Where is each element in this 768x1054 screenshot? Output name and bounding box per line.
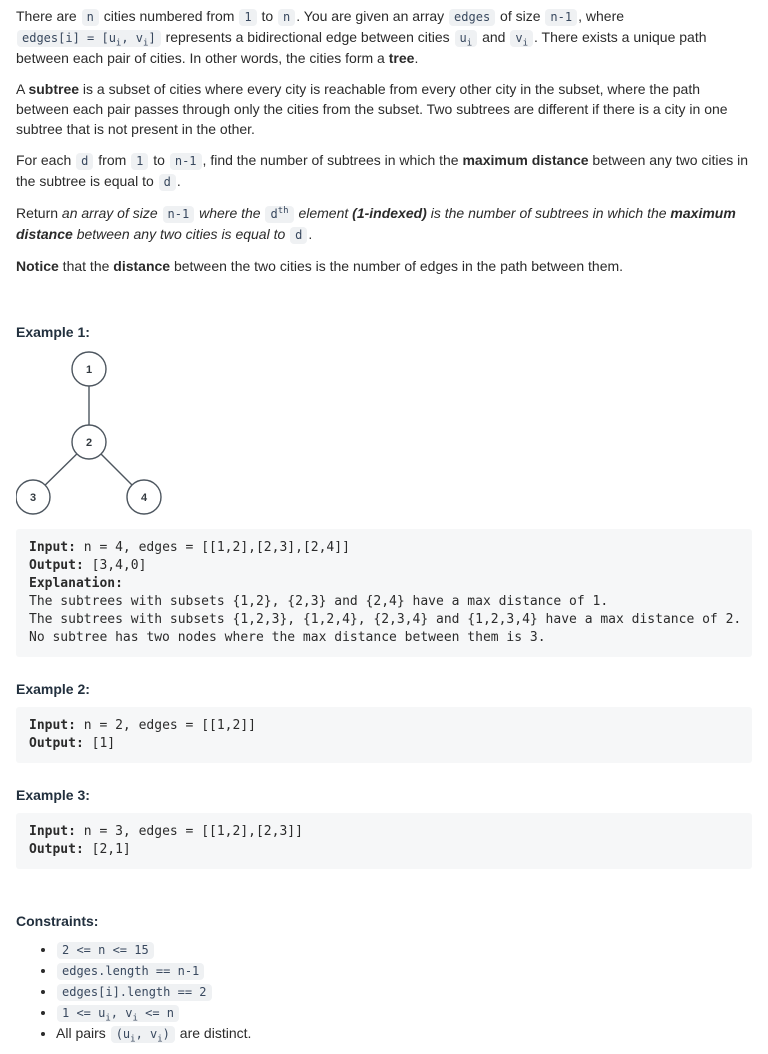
example-3-io-block — [16, 813, 752, 869]
inline-code: d — [290, 227, 307, 244]
inline-code: n-1 — [545, 9, 577, 26]
inline-code: 2 <= n <= 15 — [57, 942, 154, 959]
tree-node-label: 3 — [29, 492, 37, 504]
pre-line: Output: [2,1] — [29, 842, 131, 857]
constraints-list — [16, 939, 752, 1044]
inline-code: $v_i$ — [510, 30, 533, 47]
inline-code: n — [82, 9, 99, 26]
constraint-item — [56, 981, 752, 1002]
tree-svg — [16, 351, 166, 517]
pre-line: Output: [3,4,0] — [29, 558, 147, 573]
pre-line: The subtrees with subsets {1,2}, {2,3} and {2,4} have a max distance of 1. — [29, 594, 609, 609]
inline-code: n-1 — [163, 206, 195, 223]
example-2-io-block — [16, 707, 752, 763]
inline-code: d — [76, 153, 93, 170]
inline-code: 1 — [239, 9, 256, 26]
inline-code: edges[i] = [$u_i$, $v_i$] — [17, 30, 161, 47]
inline-code: edges — [449, 9, 495, 26]
example-1-io-block — [16, 529, 752, 657]
inline-code: n-1 — [170, 153, 202, 170]
pre-line: Input: n = 4, edges = [[1,2],[2,3],[2,4]] — [29, 540, 350, 555]
problem-paragraph: For each d from 1 to n-1 , find the number of subtrees in which the maximum distance between any two cities in the subtree is equal to d . — [16, 152, 749, 189]
pre-line: No subtree has two nodes where the max distance between them is 3. — [29, 630, 546, 645]
inline-code: 1 — [131, 153, 148, 170]
problem-paragraph: Notice that the distance between the two cities is the number of edges in the path between them. — [16, 258, 624, 274]
pre-line: Explanation: — [29, 576, 123, 591]
pre-line: Input: n = 2, edges = [[1,2]] — [29, 718, 256, 733]
example-1-tree-diagram — [16, 351, 752, 517]
constraint-item — [56, 960, 752, 981]
inline-code: $u_i$ — [455, 30, 478, 47]
tree-node-label: 4 — [140, 492, 148, 504]
constraint-item — [56, 1002, 752, 1023]
problem-paragraph: There are n cities numbered from 1 to n . You are given an array edges of size n-1 , where edges[i] = [$u_i$, $v_i$] represents a bidirectional edge between cities $u_i$ and $v_i$ . There exists a unique path between each pair of cities. In other words, the cities form a tree. — [16, 8, 707, 66]
inline-code: edges.length == n-1 — [57, 963, 204, 980]
inline-code: edges[i].length == 2 — [57, 984, 212, 1001]
inline-code: ($u_i$, $v_i$) — [111, 1026, 175, 1043]
example-1-heading: Example 1: — [16, 324, 90, 340]
problem-paragraph: Return an array of size n-1 where the $d^{th}$ element (1-indexed) is the number of subtrees in which the maximum distance between any two cities is equal to d . — [16, 205, 736, 242]
constraint-item — [56, 939, 752, 960]
inline-code: n — [278, 9, 295, 26]
inline-code: $d^{th}$ — [265, 206, 293, 223]
example-2-heading: Example 2: — [16, 681, 90, 697]
pre-line: Output: [1] — [29, 736, 116, 751]
tree-node-label: 1 — [85, 364, 93, 376]
example-3-heading: Example 3: — [16, 787, 90, 803]
inline-code: $1 <= u_i$, $v_i <= n$ — [57, 1005, 179, 1022]
constraint-item: • All pairs ($u_i$, $v_i$) are distinct. — [56, 1023, 752, 1044]
pre-line: The subtrees with subsets {1,2,3}, {1,2,4}, {2,3,4} and {1,2,3,4} have a max distance of 2. — [29, 612, 742, 627]
tree-node-label: 2 — [85, 437, 93, 449]
pre-line: Input: n = 3, edges = [[1,2],[2,3]] — [29, 824, 303, 839]
problem-paragraph: A subtree is a subset of cities where every city is reachable from every other city in the subset, where the path between each pair passes through only the cities from the subset. Two subtrees are different if there is a city in one subtree that is not present in the other. — [16, 81, 728, 137]
inline-code: d — [159, 174, 176, 191]
constraints-heading: Constraints: — [16, 913, 99, 929]
